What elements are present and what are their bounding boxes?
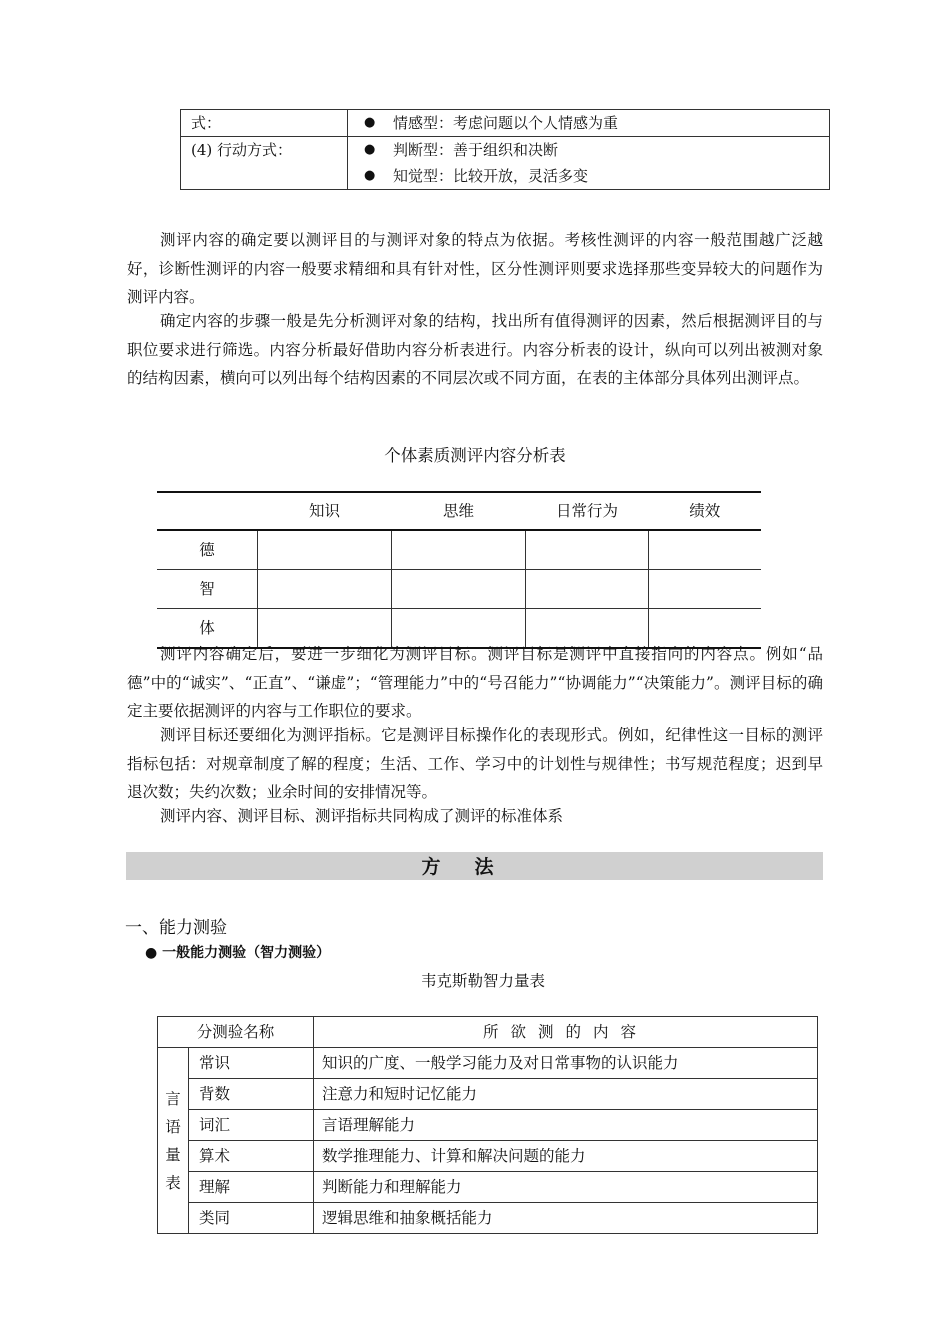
bullet-item (358, 137, 829, 163)
table-cell (181, 110, 348, 137)
content-analysis-table (157, 491, 761, 649)
table-cell (348, 110, 830, 137)
subtest-content: 数学推理能力、计算和解决问题的能力 (314, 1141, 818, 1172)
table-cell (181, 137, 348, 190)
bullet-icon: ● (364, 142, 376, 157)
personality-type-table (180, 109, 830, 190)
table-row (158, 1110, 818, 1141)
row-label: (4) 行动方式： (191, 141, 293, 159)
row-label: 式： (191, 114, 222, 132)
table-cell (258, 570, 392, 609)
subtest-content: 知识的广度、一般学习能力及对日常事物的认识能力 (314, 1048, 818, 1079)
corner-cell (157, 492, 258, 530)
subheading-general-ability: ● 一般能力测验（智力测验） (145, 945, 331, 961)
table-row (157, 570, 761, 609)
row-header: 体 (157, 609, 258, 649)
bullet-icon: ● (364, 168, 376, 183)
bullet-text: 判断型：善于组织和决断 (393, 141, 559, 159)
bullet-item (358, 110, 829, 136)
table-cell (392, 530, 526, 570)
table-row (158, 1203, 818, 1234)
analysis-table-title: 个体素质测评内容分析表 (384, 446, 566, 465)
subtest-name: 背数 (189, 1079, 314, 1110)
table-cell (649, 530, 762, 570)
table-row (181, 137, 830, 190)
verbal-scale-label: 言语量表 (165, 1089, 181, 1192)
table-row (158, 1079, 818, 1110)
column-header: 思维 (392, 492, 526, 530)
table-cell (392, 570, 526, 609)
group-cell (158, 1048, 189, 1234)
bullet-text: 情感型：考虑问题以个人情感为重 (393, 114, 619, 132)
table-header-row (157, 492, 761, 530)
subtest-name: 词汇 (189, 1110, 314, 1141)
table-row (158, 1048, 818, 1079)
bullet-text: 知觉型：比较开放，灵活多变 (393, 167, 589, 185)
column-header: 绩效 (649, 492, 762, 530)
paragraph: 确定内容的步骤一般是先分析测评对象的结构，找出所有值得测评的因素，然后根据测评目的与职位要求进行筛选。内容分析最好借助内容分析表进行。内容分析表的设计，纵向可以列出被测对象的结构因素，横向可以列出每个结构因素的不同层次或不同方面，在表的主体部分具体列出测评点。 (127, 312, 823, 387)
table-row (181, 110, 830, 137)
subtest-content: 判断能力和理解能力 (314, 1172, 818, 1203)
section-title-bar: 方法 (126, 852, 823, 880)
subtest-name: 常识 (189, 1048, 314, 1079)
table-header-row (158, 1017, 818, 1048)
table-row (157, 530, 761, 570)
table-cell (526, 570, 649, 609)
column-header: 分测验名称 (158, 1017, 314, 1048)
table-row (158, 1141, 818, 1172)
table-cell (649, 570, 762, 609)
subtest-content: 注意力和短时记忆能力 (314, 1079, 818, 1110)
subtest-content: 言语理解能力 (314, 1110, 818, 1141)
bullet-item (358, 163, 829, 189)
table-cell (348, 137, 830, 190)
column-header: 日常行为 (526, 492, 649, 530)
row-header: 智 (157, 570, 258, 609)
paragraph: 测评目标还要细化为测评指标。它是测评目标操作化的表现形式。例如，纪律性这一目标的测评指标包括：对规章制度了解的程度；生活、工作、学习中的计划性与规律性；书写规范程度；迟到早退次数；失约次数；业余时间的安排情况等。 (127, 726, 823, 801)
subtest-name: 算术 (189, 1141, 314, 1172)
table-row (158, 1172, 818, 1203)
subtest-content: 逻辑思维和抽象概括能力 (314, 1203, 818, 1234)
paragraph: 测评内容、测评目标、测评指标共同构成了测评的标准体系 (160, 807, 564, 825)
table-cell (526, 530, 649, 570)
paragraph: 测评内容确定后，要进一步细化为测评目标。测评目标是测评中直接指向的内容点。例如“品德”中的“诚实”、“正直”、“谦虚”；“管理能力”中的“号召能力”“协调能力”“决策能力”。测评目标的确定主要依据测评的内容与工作职位的要求。 (127, 645, 823, 720)
subtest-name: 理解 (189, 1172, 314, 1203)
column-header: 知识 (258, 492, 392, 530)
bullet-icon: ● (364, 115, 376, 130)
table-cell (258, 530, 392, 570)
column-header: 所欲测的内容 (314, 1017, 818, 1048)
subtest-name: 类同 (189, 1203, 314, 1234)
paragraph: 测评内容的确定要以测评目的与测评对象的特点为依据。考核性测评的内容一般范围越广泛越好，诊断性测评的内容一般要求精细和具有针对性，区分性测评则要求选择那些变异较大的问题作为测评内容。 (127, 231, 823, 306)
wechsler-scale-table (157, 1016, 818, 1234)
wechsler-table-title: 韦克斯勒智力量表 (420, 972, 545, 990)
heading-ability-test: 一、能力测验 (125, 918, 227, 938)
row-header: 德 (157, 530, 258, 570)
